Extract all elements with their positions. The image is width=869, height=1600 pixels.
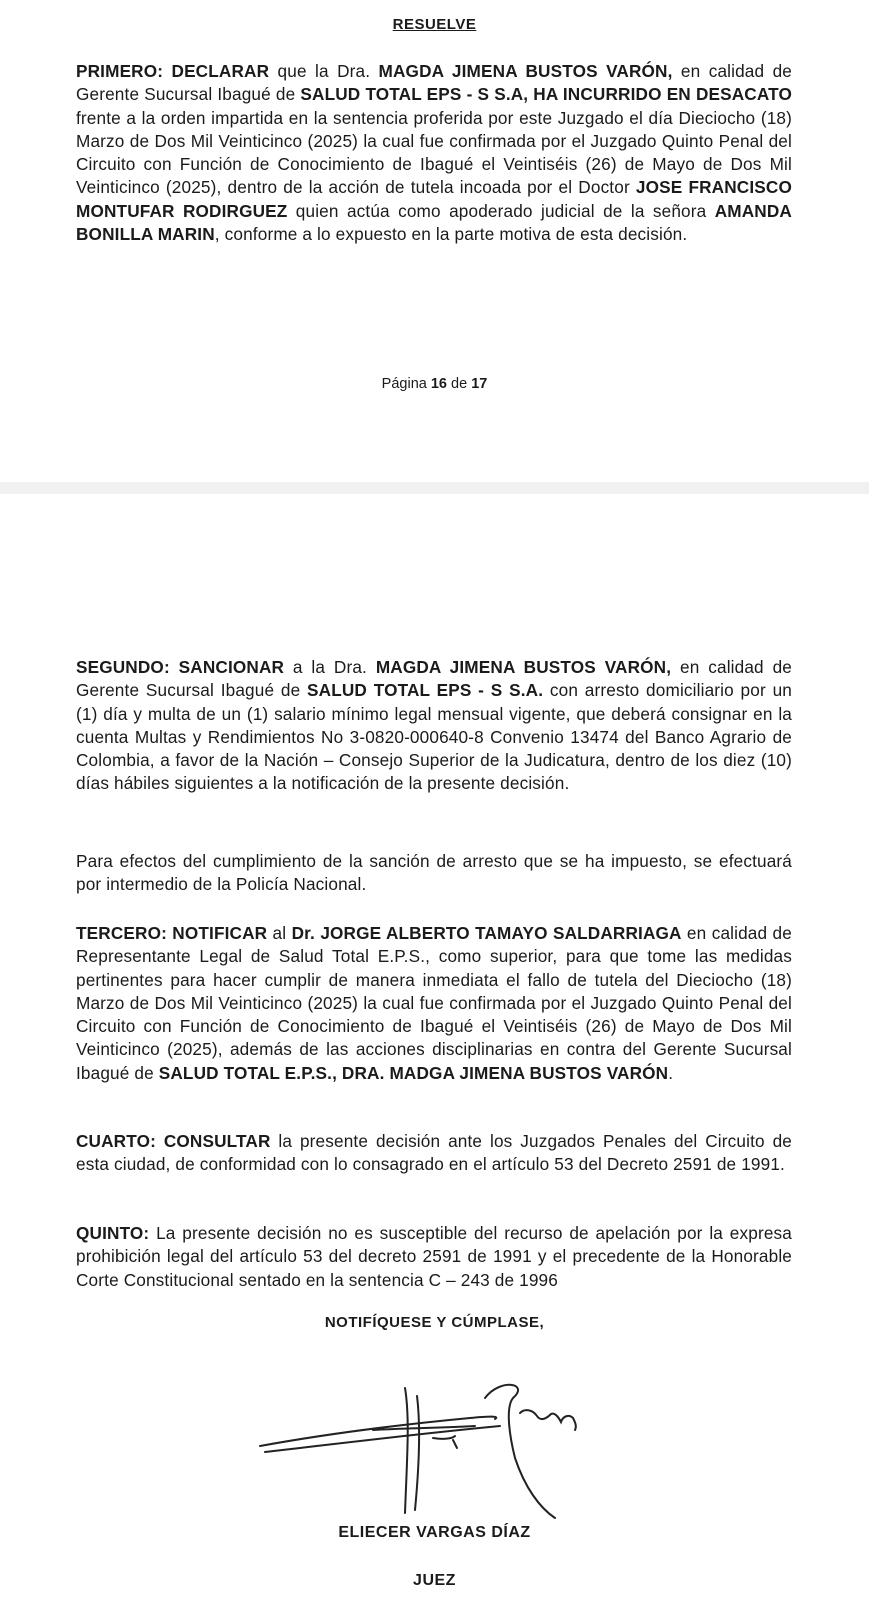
quinto-paragraph <box>76 1222 792 1292</box>
primero-label: PRIMERO: DECLARAR <box>76 61 270 81</box>
text-run: en calidad de Gerente Sucursal Ibagué de <box>76 657 792 701</box>
text-run: , conforme a lo expuesto en la parte motiva de esta decisión. <box>214 224 688 245</box>
cuarto-label: CUARTO: CONSULTAR <box>76 1131 271 1151</box>
signer-name: ELIECER VARGAS DÍAZ <box>338 1524 531 1541</box>
bold-run: SALUD TOTAL EPS - S S.A. <box>307 680 544 701</box>
text-run: frente a la orden impartida en la sentencia proferida por este Juzgado el día Dieciocho (18) Marzo de Dos Mil Veinticinco (2025) la cual fue confirmada por el Juzgado Quinto Penal del Circuito con Función de Conocimiento de Ibagué el Veintiséis (26) de Mayo de Dos Mil Veinticinco (2025), dentro de la acción de tutela incoada por el Doctor <box>76 107 792 198</box>
resuelve-heading: RESUELVE <box>392 16 477 33</box>
tercero-paragraph <box>76 922 792 1085</box>
tercero-label: TERCERO: NOTIFICAR <box>76 923 268 943</box>
text-run: al <box>267 923 292 943</box>
page-number-prefix: Página <box>381 376 431 392</box>
bold-run: SALUD TOTAL EPS - S S.A, HA INCURRIDO EN DESACATO <box>300 84 792 105</box>
closing-formula: NOTIFÍQUESE Y CÚMPLASE, <box>324 1314 545 1331</box>
text-run: la presente decisión ante los Juzgados Penales del Circuito de esta ciudad, de conformidad con lo consagrado en el artículo 53 del Decreto 2591 de 1991. <box>76 1131 792 1175</box>
para-efectos-paragraph: Para efectos del cumplimiento de la sanción de arresto que se ha impuesto, se efectuará por intermedio de la Policía Nacional. <box>76 851 792 895</box>
quinto-label: QUINTO: <box>76 1223 150 1243</box>
text-run: en calidad de Gerente Sucursal Ibagué de <box>76 61 793 105</box>
signature-image <box>255 1378 595 1528</box>
page-number-middle: de <box>447 376 472 392</box>
page-separator <box>0 482 869 494</box>
text-run: La presente decisión no es susceptible del recurso de apelación por la expresa prohibición legal del artículo 53 del decreto 2591 de 1991 y el precedente de la Honorable Corte Constitucional sentado en la sentencia C – 243 de 1996 <box>76 1223 792 1290</box>
signer-title: JUEZ <box>413 1572 456 1589</box>
text-run: a la Dra. <box>284 657 376 677</box>
document-page-16 <box>0 0 869 482</box>
text-run: quien actúa como apoderado judicial de la señora <box>287 200 715 221</box>
text-run: en calidad de Representante Legal de Salud Total E.P.S., como superior, para que tome las medidas pertinentes para hacer cumplir de manera inmediata el fallo de tutela del Dieciocho (18) Marzo de Dos Mil Veinticinco (2025) la cual fue confirmada por el Juzgado Quinto Penal del Circuito con Función de Conocimiento de Ibagué el Veintiséis (26) de Mayo de Dos Mil Veinticinco (2025), además de las acciones disciplinarias en contra del Gerente Sucursal Ibagué de <box>76 923 792 1083</box>
primero-paragraph <box>76 60 792 246</box>
text-run: que la Dra. <box>269 61 379 81</box>
page-number-total: 17 <box>471 376 488 392</box>
bold-run: AMANDA BONILLA MARIN <box>76 200 792 245</box>
cuarto-paragraph <box>76 1130 792 1177</box>
text-run: . <box>668 1062 674 1083</box>
page-number-current: 16 <box>430 376 447 392</box>
page-number <box>0 376 869 392</box>
bold-run: SALUD TOTAL E.P.S., DRA. MADGA JIMENA BUSTOS VARÓN <box>158 1062 669 1083</box>
bold-run: MAGDA JIMENA BUSTOS VARÓN, <box>375 657 672 677</box>
segundo-label: SEGUNDO: SANCIONAR <box>76 657 285 677</box>
bold-run: Dr. JORGE ALBERTO TAMAYO SALDARRIAGA <box>291 923 682 943</box>
segundo-paragraph <box>76 656 792 796</box>
bold-run: MAGDA JIMENA BUSTOS VARÓN, <box>378 61 673 81</box>
text-run: con arresto domiciliario por un (1) día y multa de un (1) salario mínimo legal mensual vigente, que deberá consignar en la cuenta Multas y Rendimientos No 3-0820-000640-8 Convenio 13474 del Banco Agrario de Colombia, a favor de la Nación – Consejo Superior de la Judicatura, dentro de los diez (10) días hábiles siguientes a la notificación de la presente decisión. <box>76 680 792 794</box>
bold-run: JOSE FRANCISCO MONTUFAR RODIRGUEZ <box>76 177 792 221</box>
